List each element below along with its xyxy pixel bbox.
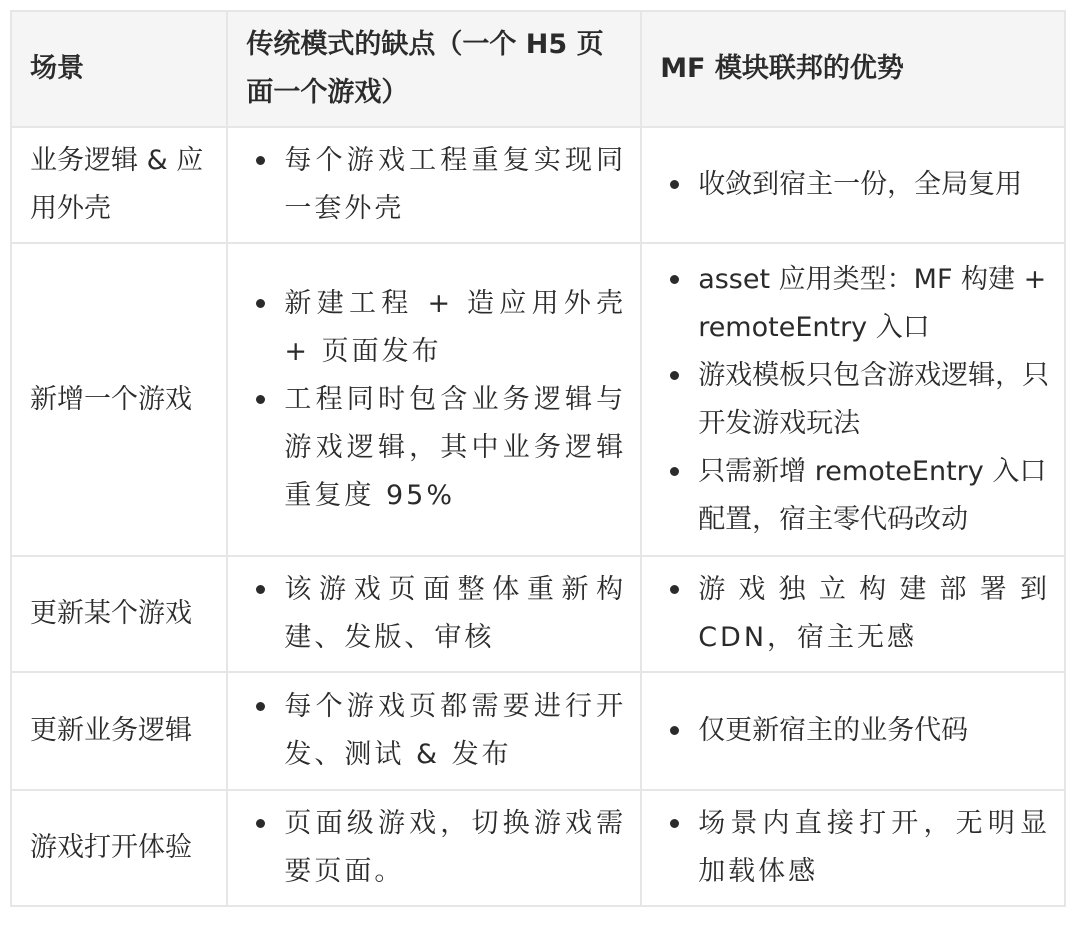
- table-row: [11, 127, 1065, 243]
- table-header-row: [11, 11, 1065, 127]
- list-item: 游戏模板只包含游戏逻辑，只开发游戏玩法: [670, 352, 1050, 448]
- bullet-list: [228, 280, 640, 520]
- bullet-list: [642, 800, 1064, 896]
- scene-cell: 业务逻辑 & 应用外壳: [11, 127, 227, 243]
- header-scene: 场景: [11, 11, 227, 127]
- mf-cell: [641, 790, 1065, 906]
- table-row: [11, 790, 1065, 906]
- list-item: asset 应用类型：MF 构建 + remoteEntry 入口: [670, 256, 1050, 352]
- scene-cell: 更新某个游戏: [11, 556, 227, 672]
- traditional-cell: [227, 556, 641, 672]
- list-item: 页面级游戏，切换游戏需要页面。: [256, 800, 626, 896]
- scene-cell: 新增一个游戏: [11, 243, 227, 556]
- comparison-table: [10, 10, 1066, 907]
- bullet-list: [228, 137, 640, 233]
- mf-cell: [641, 672, 1065, 790]
- traditional-cell: [227, 790, 641, 906]
- list-item: 新建工程 + 造应用外壳 + 页面发布: [256, 280, 626, 376]
- list-item: 该游戏页面整体重新构建、发版、审核: [256, 566, 626, 662]
- traditional-cell: [227, 127, 641, 243]
- list-item: 游戏独立构建部署到CDN，宿主无感: [670, 566, 1050, 662]
- scene-cell: 游戏打开体验: [11, 790, 227, 906]
- scene-cell: 更新业务逻辑: [11, 672, 227, 790]
- bullet-list: [642, 256, 1064, 544]
- list-item: 每个游戏工程重复实现同一套外壳: [256, 137, 626, 233]
- table-row: [11, 672, 1065, 790]
- list-item: 仅更新宿主的业务代码: [670, 707, 1050, 755]
- bullet-list: [228, 800, 640, 896]
- mf-cell: [641, 556, 1065, 672]
- traditional-cell: [227, 672, 641, 790]
- header-mf-advantages: MF 模块联邦的优势: [641, 11, 1065, 127]
- bullet-list: [228, 683, 640, 779]
- header-traditional-drawbacks: 传统模式的缺点（一个 H5 页面一个游戏）: [227, 11, 641, 127]
- table-row: [11, 243, 1065, 556]
- list-item: 收敛到宿主一份，全局复用: [670, 161, 1050, 209]
- bullet-list: [642, 161, 1064, 209]
- list-item: 只需新增 remoteEntry 入口配置，宿主零代码改动: [670, 448, 1050, 544]
- list-item: 工程同时包含业务逻辑与游戏逻辑，其中业务逻辑重复度 95%: [256, 376, 626, 520]
- bullet-list: [642, 566, 1064, 662]
- bullet-list: [642, 707, 1064, 755]
- bullet-list: [228, 566, 640, 662]
- mf-cell: [641, 243, 1065, 556]
- list-item: 场景内直接打开，无明显加载体感: [670, 800, 1050, 896]
- table-row: [11, 556, 1065, 672]
- list-item: 每个游戏页都需要进行开发、测试 & 发布: [256, 683, 626, 779]
- mf-cell: [641, 127, 1065, 243]
- traditional-cell: [227, 243, 641, 556]
